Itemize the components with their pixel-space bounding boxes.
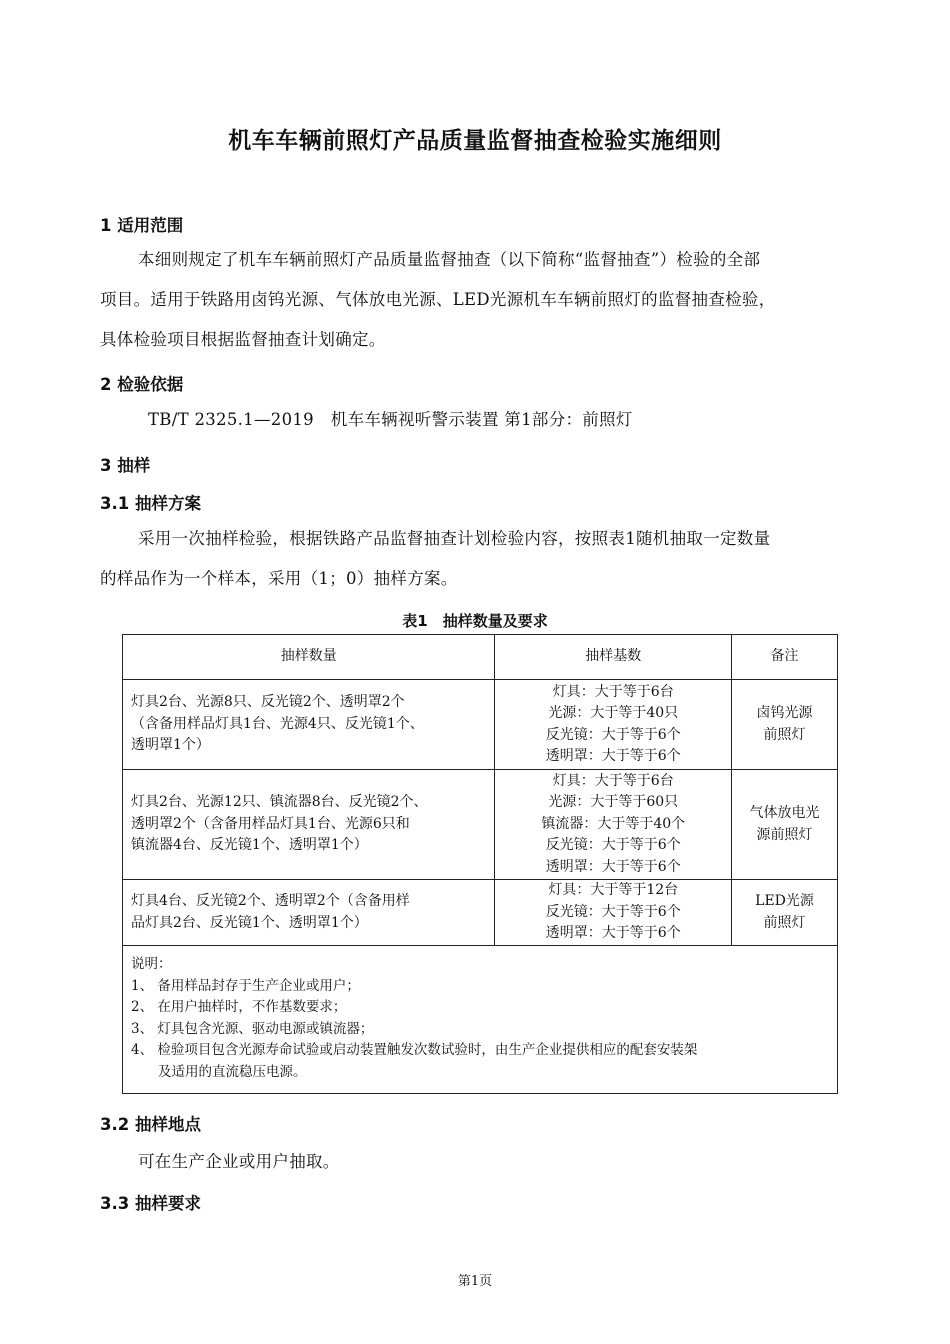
cell-line: 灯具4台、反光镜2个、透明罩2个（含备用样 bbox=[131, 893, 410, 909]
cell-qty bbox=[123, 880, 495, 946]
cell-base bbox=[495, 880, 732, 946]
table-row bbox=[123, 680, 838, 770]
section-3-1-heading: 3.1 抽样方案 bbox=[100, 494, 201, 513]
cell-note bbox=[732, 880, 838, 946]
section-1-para-line-1: 本细则规定了机车车辆前照灯产品质量监督抽查（以下简称“监督抽查”）检验的全部 bbox=[138, 250, 761, 269]
cell-line: 透明罩1个） bbox=[131, 737, 210, 754]
cell-line: 灯具：大于等于6台 bbox=[552, 772, 674, 789]
section-2-heading: 2 检验依据 bbox=[100, 375, 184, 394]
section-1-heading: 1 适用范围 bbox=[100, 216, 184, 235]
cell-line: 前照灯 bbox=[763, 726, 806, 743]
cell-line: 前照灯 bbox=[763, 914, 806, 931]
header-qty: 抽样数量 bbox=[123, 635, 495, 680]
section-3-heading: 3 抽样 bbox=[100, 456, 151, 475]
cell-line: 反光镜：大于等于6个 bbox=[545, 837, 681, 854]
section-3-3-heading: 3.3 抽样要求 bbox=[100, 1194, 201, 1213]
note-line: 1、 备用样品封存于生产企业或用户； bbox=[131, 977, 360, 994]
table-notes-row bbox=[123, 946, 838, 1094]
cell-qty bbox=[123, 770, 495, 880]
cell-line: 反光镜：大于等于6个 bbox=[545, 726, 681, 743]
note-line: 4、 检验项目包含光源寿命试验或启动装置触发次数试验时，由生产企业提供相应的配套安装架 bbox=[131, 1042, 698, 1058]
cell-line: 灯具2台、光源12只、镇流器8台、反光镜2个、 bbox=[131, 794, 428, 811]
section-1-para-line-2: 项目。适用于铁路用卤钨光源、气体放电光源、LED光源机车车辆前照灯的监督抽查检验， bbox=[100, 290, 776, 309]
cell-line: 反光镜：大于等于6个 bbox=[545, 903, 681, 920]
cell-line: 透明罩：大于等于6个 bbox=[545, 748, 681, 764]
section-3-2-heading: 3.2 抽样地点 bbox=[100, 1115, 201, 1134]
cell-line: （含备用样品灯具1台、光源4只、反光镜1个、 bbox=[131, 715, 424, 732]
cell-line: 气体放电光 bbox=[749, 805, 820, 821]
table-row bbox=[123, 880, 838, 946]
cell-line: 灯具：大于等于12台 bbox=[548, 882, 679, 899]
cell-line: 灯具2台、光源8只、反光镜2个、透明罩2个 bbox=[131, 694, 405, 711]
cell-qty bbox=[123, 680, 495, 770]
section-3-2-para: 可在生产企业或用户抽取。 bbox=[138, 1152, 340, 1171]
cell-line: 卤钨光源 bbox=[756, 705, 813, 721]
cell-note bbox=[732, 770, 838, 880]
cell-line: 品灯具2台、反光镜1个、透明罩1个） bbox=[131, 914, 368, 931]
cell-line: 镇流器：大于等于40个 bbox=[541, 815, 686, 832]
table-row bbox=[123, 770, 838, 880]
cell-line: 灯具：大于等于6台 bbox=[552, 683, 674, 700]
cell-base bbox=[495, 770, 732, 880]
cell-note bbox=[732, 680, 838, 770]
cell-line: 透明罩：大于等于6个 bbox=[545, 858, 681, 875]
table-title: 表1 抽样数量及要求 bbox=[402, 612, 548, 630]
section-3-1-para-line-1: 采用一次抽样检验，根据铁路产品监督抽查计划检验内容，按照表1随机抽取一定数量 bbox=[138, 529, 771, 548]
sampling-table bbox=[122, 634, 838, 1094]
note-line: 及适用的直流稳压电源。 bbox=[158, 1063, 307, 1080]
cell-base bbox=[495, 680, 732, 770]
page-title: 机车车辆前照灯产品质量监督抽查检验实施细则 bbox=[228, 128, 722, 154]
cell-line: 光源：大于等于40只 bbox=[548, 705, 679, 721]
cell-line: 镇流器4台、反光镜1个、透明罩1个） bbox=[131, 837, 368, 854]
cell-line: 透明罩2个（含备用样品灯具1台、光源6只和 bbox=[131, 815, 410, 832]
section-3-1-para-line-2: 的样品作为一个样本，采用（1；0）抽样方案。 bbox=[100, 569, 458, 588]
notes-cell bbox=[123, 946, 838, 1094]
cell-line: 透明罩：大于等于6个 bbox=[545, 925, 681, 942]
cell-line: 光源：大于等于60只 bbox=[548, 794, 679, 811]
cell-line: 源前照灯 bbox=[756, 826, 813, 843]
table-header-row bbox=[123, 635, 838, 680]
section-1-para-line-3: 具体检验项目根据监督抽查计划确定。 bbox=[100, 330, 386, 349]
note-line: 3、 灯具包含光源、驱动电源或镇流器； bbox=[131, 1020, 374, 1037]
header-base: 抽样基数 bbox=[495, 635, 732, 680]
page-number: 第1页 bbox=[457, 1274, 493, 1289]
note-line: 2、 在用户抽样时，不作基数要求； bbox=[131, 999, 347, 1015]
note-line: 说明： bbox=[131, 956, 172, 972]
header-note: 备注 bbox=[732, 635, 838, 680]
cell-line: LED光源 bbox=[755, 893, 814, 909]
section-2-reference: TB/T 2325.1—2019 机车车辆视听警示装置 第1部分：前照灯 bbox=[148, 410, 633, 429]
